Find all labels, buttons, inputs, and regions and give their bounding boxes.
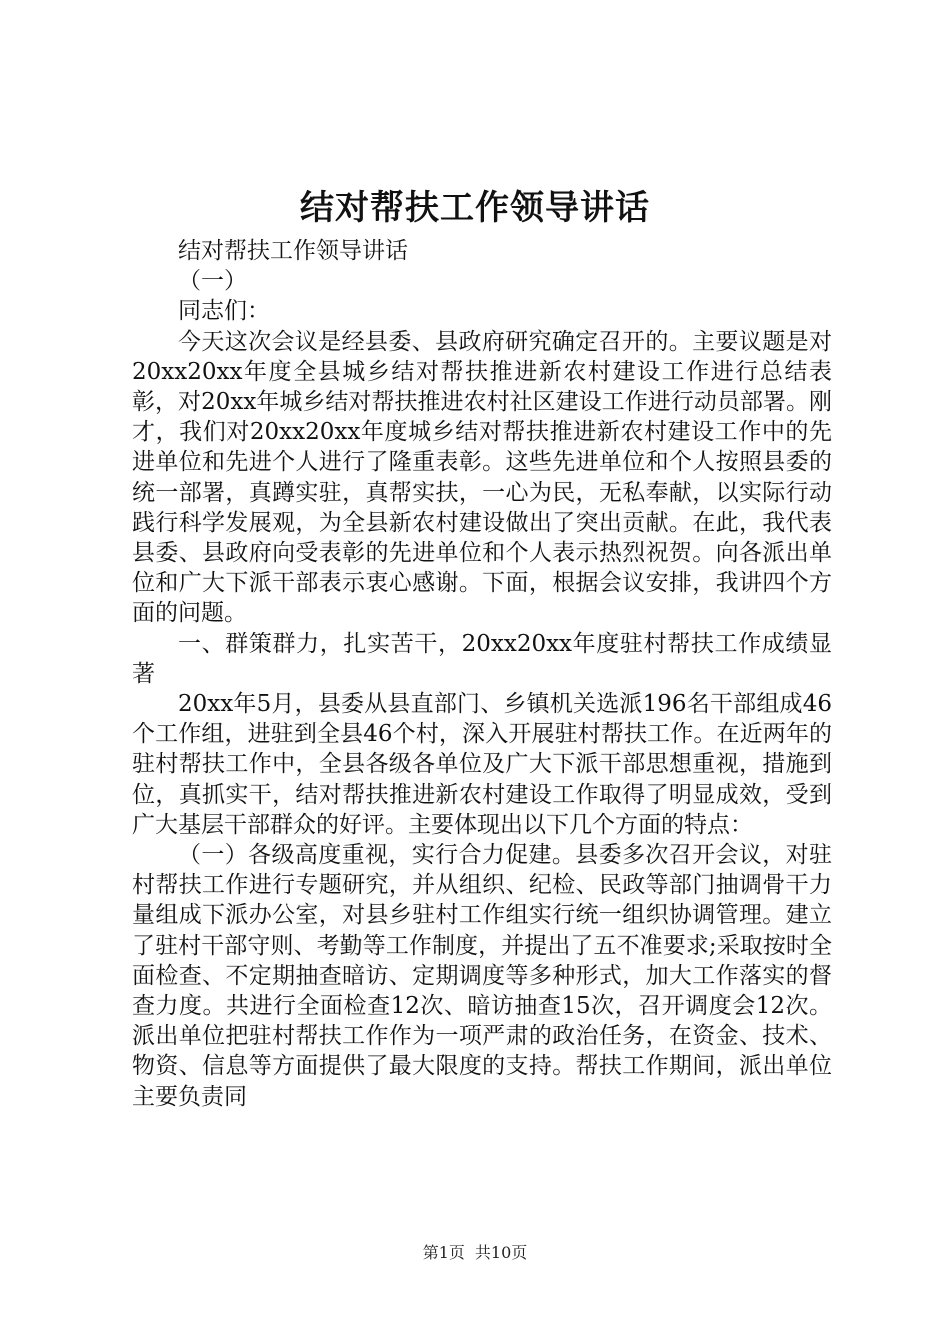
salutation: 同志们： [178,298,270,325]
paragraph-intro: 今天这次会议是经县委、县政府研究确定召开的。主要议题是对20xx20xx年度全县城乡结对帮扶推进新农村建设工作进行总结表彰，对20xx年城乡结对帮扶推进农村社区建设工作进行动员部署。刚才，我们对20xx20xx年度城乡结对帮扶推进新农村建设工作中的先进单位和先进个人进行了隆重表彰。这些先进单位和个人按照县委的统一部署，真蹲实驻，真帮实扶，一心为民，无私奉献，以实际行动践行科学发展观，为全县新农村建设做出了突出贡献。在此，我代表县委、县政府向受表彰的先进单位和个人表示热烈祝贺。向各派出单位和广大下派干部表示衷心感谢。下面，根据会议安排，我讲四个方面的问题。 [132,328,832,627]
document-body [132,236,832,1112]
paragraph-point-1: （一）各级高度重视，实行合力促建。县委多次召开会议，对驻村帮扶工作进行专题研究，并从组织、纪检、民政等部门抽调骨干力量组成下派办公室，对县乡驻村工作组实行统一组织协调管理。建立了驻村干部守则、考勤等工作制度，并提出了五不准要求;采取按时全面检查、不定期抽查暗访、定期调度等多种形式，加大工作落实的督查力度。共进行全面检查12次、暗访抽查15次，召开调度会12次。派出单位把驻村帮扶工作作为一项严肃的政治任务，在资金、技术、物资、信息等方面提供了最大限度的支持。帮扶工作期间，派出单位主要负责同 [132,842,832,1110]
section-number: （一） [178,268,247,295]
document-title: 结对帮扶工作领导讲话 [300,188,650,228]
page-number: 第1页 [422,1243,465,1262]
section-heading-1: 一、群策群力，扎实苦干，20xx20xx年度驻村帮扶工作成绩显著 [132,630,832,687]
paragraph-background: 20xx年5月，县委从县直部门、乡镇机关选派196名干部组成46个工作组，进驻到全县46个村，深入开展驻村帮扶工作。在近两年的驻村帮扶工作中，全县各级各单位及广大下派干部思想重视，措施到位，真抓实干，结对帮扶推进新农村建设工作取得了明显成效，受到广大基层干部群众的好评。主要体现出以下几个方面的特点： [132,691,832,838]
page-footer [0,1242,950,1264]
page-total: 共10页 [474,1243,528,1262]
body-heading: 结对帮扶工作领导讲话 [178,238,408,264]
